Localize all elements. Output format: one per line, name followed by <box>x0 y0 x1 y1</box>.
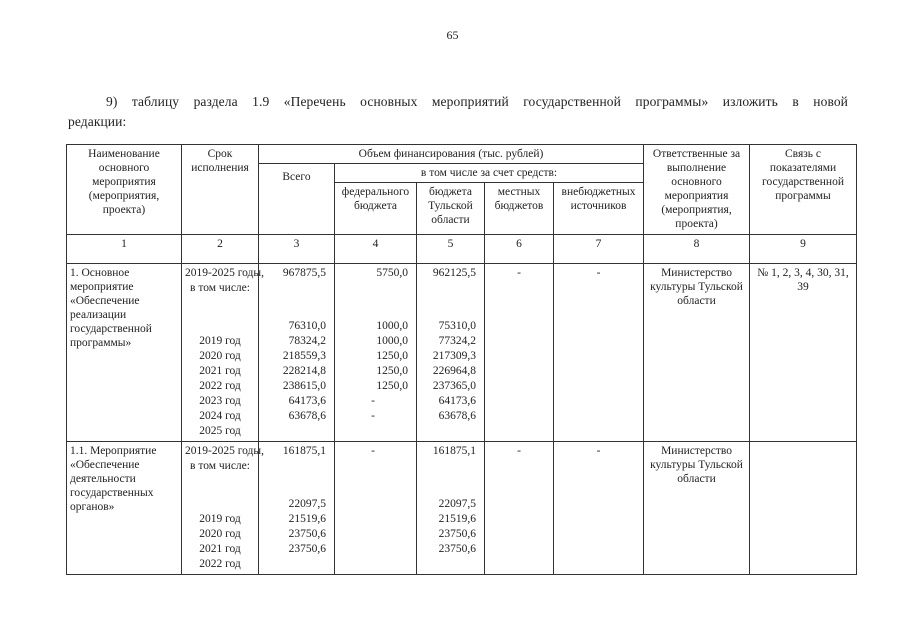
summary-value: - <box>371 445 375 457</box>
year-value: 2023 год <box>199 395 241 407</box>
regional-cell <box>417 264 485 442</box>
year-value <box>338 497 408 512</box>
intro-line-1: 9) таблицу раздела 1.9 «Перечень основных мероприятий государственной программы» изложить в новой <box>106 94 848 109</box>
year-value: 2022 год <box>199 380 241 392</box>
measure-name: 1. Основное мероприятие «Обеспечение реализации государственной программы» <box>67 264 182 442</box>
column-number: 1 <box>67 235 182 264</box>
spacer <box>185 474 255 512</box>
page-number: 65 <box>446 28 459 42</box>
column-number: 3 <box>259 235 335 264</box>
header-federal: федерального бюджета <box>335 183 417 235</box>
responsible-cell: Министерство культуры Тульской области <box>644 264 750 442</box>
year-value: 1000,0 <box>376 335 408 347</box>
link-cell <box>750 442 857 575</box>
year-value <box>338 527 408 542</box>
spacer <box>185 296 255 334</box>
year-value: 77324,2 <box>438 335 476 347</box>
column-number: 4 <box>335 235 417 264</box>
year-value: - <box>371 395 375 407</box>
total-cell <box>259 264 335 442</box>
header-responsible: Ответственные за выполнение основного мероприятия (мероприятия, проекта) <box>644 145 750 235</box>
column-number: 2 <box>182 235 259 264</box>
year-value: 1250,0 <box>376 365 408 377</box>
spacer <box>338 281 408 319</box>
header-name: Наименование основного мероприятия (мероприятия, проекта) <box>67 145 182 235</box>
year-value <box>338 512 408 527</box>
year-value: 75310,0 <box>438 320 476 332</box>
regional-cell <box>417 442 485 575</box>
year-value: 2024 год <box>199 410 241 422</box>
summary-value: 2019-2025 годы, <box>185 267 265 279</box>
column-number: 7 <box>554 235 644 264</box>
year-value: 217309,3 <box>432 350 476 362</box>
year-value: 218559,3 <box>282 350 326 362</box>
period-cell <box>182 442 265 575</box>
measure-name: 1.1. Мероприятие «Обеспечение деятельности государственных органов» <box>67 442 182 575</box>
year-value: 2020 год <box>199 528 241 540</box>
year-value: 1250,0 <box>376 380 408 392</box>
year-value: 226964,8 <box>432 365 476 377</box>
summary-value: 967875,5 <box>282 267 326 279</box>
measures-table <box>66 144 857 575</box>
federal-cell <box>335 264 417 442</box>
year-value: 238615,0 <box>282 380 326 392</box>
link-cell: № 1, 2, 3, 4, 30, 31, 39 <box>750 264 857 442</box>
extra-cell: - <box>554 442 644 575</box>
spacer <box>262 281 326 319</box>
extra-cell: - <box>554 264 644 442</box>
header-row-1 <box>67 145 857 164</box>
summary-value: 962125,5 <box>432 267 476 279</box>
year-value: 1250,0 <box>376 350 408 362</box>
year-value: 2022 год <box>199 558 241 570</box>
table-row <box>67 264 857 442</box>
header-extra: внебюджетных источников <box>554 183 644 235</box>
year-value: 23750,6 <box>438 528 476 540</box>
year-value <box>338 542 408 557</box>
year-value: 228214,8 <box>282 365 326 377</box>
year-value: 2020 год <box>199 350 241 362</box>
header-term: Срок исполнения <box>182 145 259 235</box>
year-value: 2021 год <box>199 543 241 555</box>
summary-value: 161875,1 <box>282 445 326 457</box>
intro-paragraph <box>68 92 848 132</box>
header-link: Связь с показателями государственной программы <box>750 145 857 235</box>
spacer <box>338 459 408 497</box>
year-value: 22097,5 <box>438 498 476 510</box>
year-value: 22097,5 <box>288 498 326 510</box>
header-local: местных бюджетов <box>485 183 554 235</box>
column-number: 9 <box>750 235 857 264</box>
header-including: в том числе за счет средств: <box>335 164 644 183</box>
header-funding: Объем финансирования (тыс. рублей) <box>259 145 644 164</box>
spacer <box>262 459 326 497</box>
intro-line-2: редакции: <box>68 114 127 129</box>
year-value: 2019 год <box>199 335 241 347</box>
year-value: - <box>371 410 375 422</box>
year-value: 76310,0 <box>288 320 326 332</box>
table-row <box>67 442 857 575</box>
summary-value: 5750,0 <box>376 267 408 279</box>
total-cell <box>259 442 335 575</box>
local-cell: - <box>485 442 554 575</box>
column-number: 6 <box>485 235 554 264</box>
summary-value: 2019-2025 годы, <box>185 445 265 457</box>
year-value: 2025 год <box>199 425 241 437</box>
year-value: 23750,6 <box>438 543 476 555</box>
federal-cell <box>335 442 417 575</box>
year-value: 63678,6 <box>438 410 476 422</box>
year-value: 21519,6 <box>288 513 326 525</box>
year-value: 23750,6 <box>288 543 326 555</box>
spacer <box>420 459 476 497</box>
year-value: 1000,0 <box>376 320 408 332</box>
year-value: 63678,6 <box>288 410 326 422</box>
year-value: 2019 год <box>199 513 241 525</box>
table-body <box>67 264 857 575</box>
year-value: 78324,2 <box>288 335 326 347</box>
header-regional: бюджета Тульской области <box>417 183 485 235</box>
responsible-cell: Министерство культуры Тульской области <box>644 442 750 575</box>
year-value: 23750,6 <box>288 528 326 540</box>
summary-value: 161875,1 <box>432 445 476 457</box>
year-value: 64173,6 <box>288 395 326 407</box>
year-value: 21519,6 <box>438 513 476 525</box>
column-number-row <box>67 235 857 264</box>
local-cell: - <box>485 264 554 442</box>
spacer <box>420 281 476 319</box>
year-value: 64173,6 <box>438 395 476 407</box>
column-number: 8 <box>644 235 750 264</box>
period-cell <box>182 264 265 442</box>
period-note: в том числе: <box>190 282 250 294</box>
column-number: 5 <box>417 235 485 264</box>
period-note: в том числе: <box>190 460 250 472</box>
header-total: Всего <box>259 164 335 235</box>
year-value: 237365,0 <box>432 380 476 392</box>
year-value: 2021 год <box>199 365 241 377</box>
